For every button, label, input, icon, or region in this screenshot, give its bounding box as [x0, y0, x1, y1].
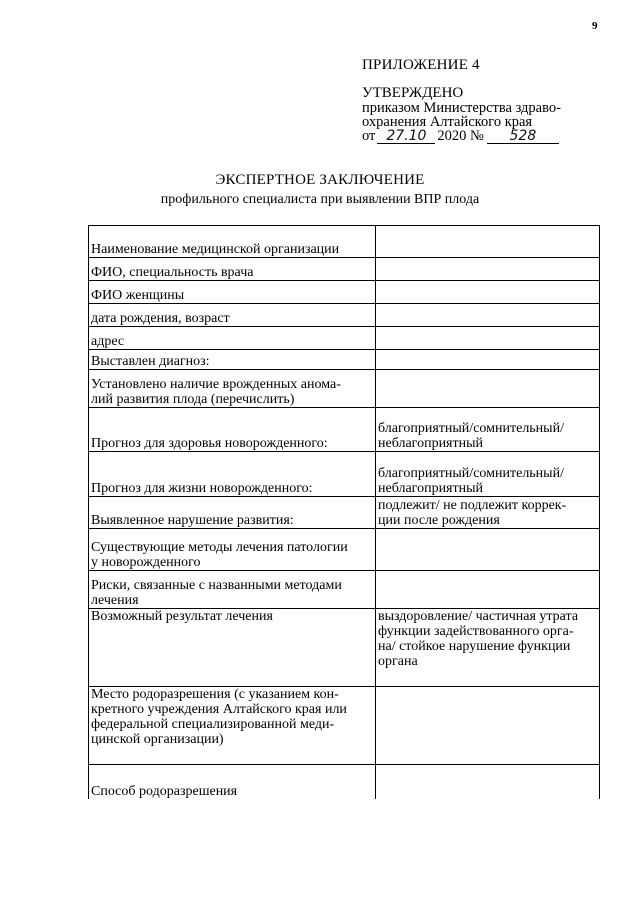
row-label: [89, 765, 376, 799]
row-value-line: неблагоприятный: [378, 481, 484, 496]
form-row: [89, 571, 600, 609]
row-label-line: Существующие методы лечения патологии: [91, 540, 348, 555]
row-label: [89, 408, 376, 452]
order-line-2: охранения Алтайского края: [362, 114, 533, 130]
row-value: [376, 497, 600, 529]
approval-block: [362, 58, 561, 144]
row-value-line: благоприятный/сомнительный/: [378, 466, 564, 481]
row-value: [376, 687, 600, 765]
row-label: [89, 609, 376, 687]
row-value: [376, 327, 600, 350]
appendix-title: ПРИЛОЖЕНИЕ 4: [362, 57, 480, 73]
form-row: [89, 765, 600, 799]
row-label-line: Наименование медицинской организации: [91, 242, 340, 257]
row-label-line: у новорожденного: [91, 555, 201, 570]
row-label: [89, 687, 376, 765]
row-label: [89, 452, 376, 497]
form-row: [89, 497, 600, 529]
row-value: [376, 571, 600, 609]
row-label-line: лечения: [91, 593, 139, 608]
row-label-line: адрес: [91, 334, 125, 349]
row-label-line: дата рождения, возраст: [91, 311, 230, 326]
row-value: [376, 281, 600, 304]
row-label: [89, 350, 376, 370]
row-label: [89, 258, 376, 281]
row-value: [376, 258, 600, 281]
form-row: [89, 687, 600, 765]
row-label-line: Прогноз для жизни новорожденного:: [91, 481, 313, 496]
row-label-line: Установлено наличие врожденных анома-: [91, 377, 341, 392]
row-label: [89, 370, 376, 408]
row-label-line: Риски, связанные с названными методами: [91, 578, 342, 593]
row-value: [376, 452, 600, 497]
approved-label: УТВЕРЖДЕНО: [362, 85, 464, 101]
row-label: [89, 304, 376, 327]
expert-form-table: [88, 225, 600, 799]
row-label: [89, 281, 376, 304]
row-label-line: федеральной специализированной меди-: [91, 717, 335, 732]
row-value: [376, 304, 600, 327]
row-value: [376, 370, 600, 408]
row-label: [89, 497, 376, 529]
row-label-line: ФИО, специальность врача: [91, 265, 254, 280]
row-value: [376, 226, 600, 258]
row-label: [89, 529, 376, 571]
row-value-line: благоприятный/сомнительный/: [378, 421, 564, 436]
row-value-line: выздоровление/ частичная утрата: [378, 609, 579, 624]
row-label-line: Прогноз для здоровья новорожденного:: [91, 436, 328, 451]
row-label-line: Способ родоразрешения: [91, 783, 238, 799]
document-title: ЭКСПЕРТНОЕ ЗАКЛЮЧЕНИЕ: [215, 172, 425, 188]
row-value-line: неблагоприятный: [378, 436, 484, 451]
row-value-line: на/ стойкое нарушение функции: [378, 639, 571, 654]
order-number-handwritten: 528: [487, 130, 559, 144]
row-value-line: функции задействованного орга-: [378, 624, 574, 639]
row-label-line: лий развития плода (перечислить): [91, 392, 295, 407]
row-value: [376, 529, 600, 571]
order-date-line: [362, 129, 561, 144]
document-subtitle: профильного специалиста при выявлении ВПР плода: [160, 192, 480, 207]
form-row: [89, 258, 600, 281]
row-label: [89, 571, 376, 609]
form-row: [89, 327, 600, 350]
row-label-line: Место родоразрешения (с указанием кон-: [91, 687, 339, 702]
form-row: [89, 370, 600, 408]
row-value: [376, 609, 600, 687]
row-label: [89, 226, 376, 258]
row-label-line: кретного учреждения Алтайского края или: [91, 702, 347, 717]
order-year: 2020 №: [437, 128, 484, 144]
row-value-line: органа: [378, 654, 418, 669]
row-label-line: Выставлен диагноз:: [91, 354, 210, 369]
row-value: [376, 765, 600, 799]
row-label-line: цинской организации): [91, 732, 224, 747]
order-line-1: приказом Министерства здраво-: [362, 100, 561, 116]
row-value-line: подлежит/ не подлежит коррек-: [378, 498, 567, 513]
form-row: [89, 529, 600, 571]
row-label-line: Возможный результат лечения: [91, 609, 273, 624]
row-value: [376, 350, 600, 370]
row-value-line: ции после рождения: [378, 513, 500, 528]
row-value: [376, 408, 600, 452]
form-row: [89, 408, 600, 452]
form-row: [89, 281, 600, 304]
form-row: [89, 304, 600, 327]
from-label: от: [362, 128, 376, 144]
form-row: [89, 452, 600, 497]
form-row: [89, 226, 600, 258]
page-number: 9: [592, 20, 598, 32]
order-date-handwritten: 27.10: [377, 130, 435, 144]
form-row: [89, 350, 600, 370]
row-label: [89, 327, 376, 350]
form-row: [89, 609, 600, 687]
row-label-line: Выявленное нарушение развития:: [91, 513, 294, 528]
row-label-line: ФИО женщины: [91, 288, 185, 303]
